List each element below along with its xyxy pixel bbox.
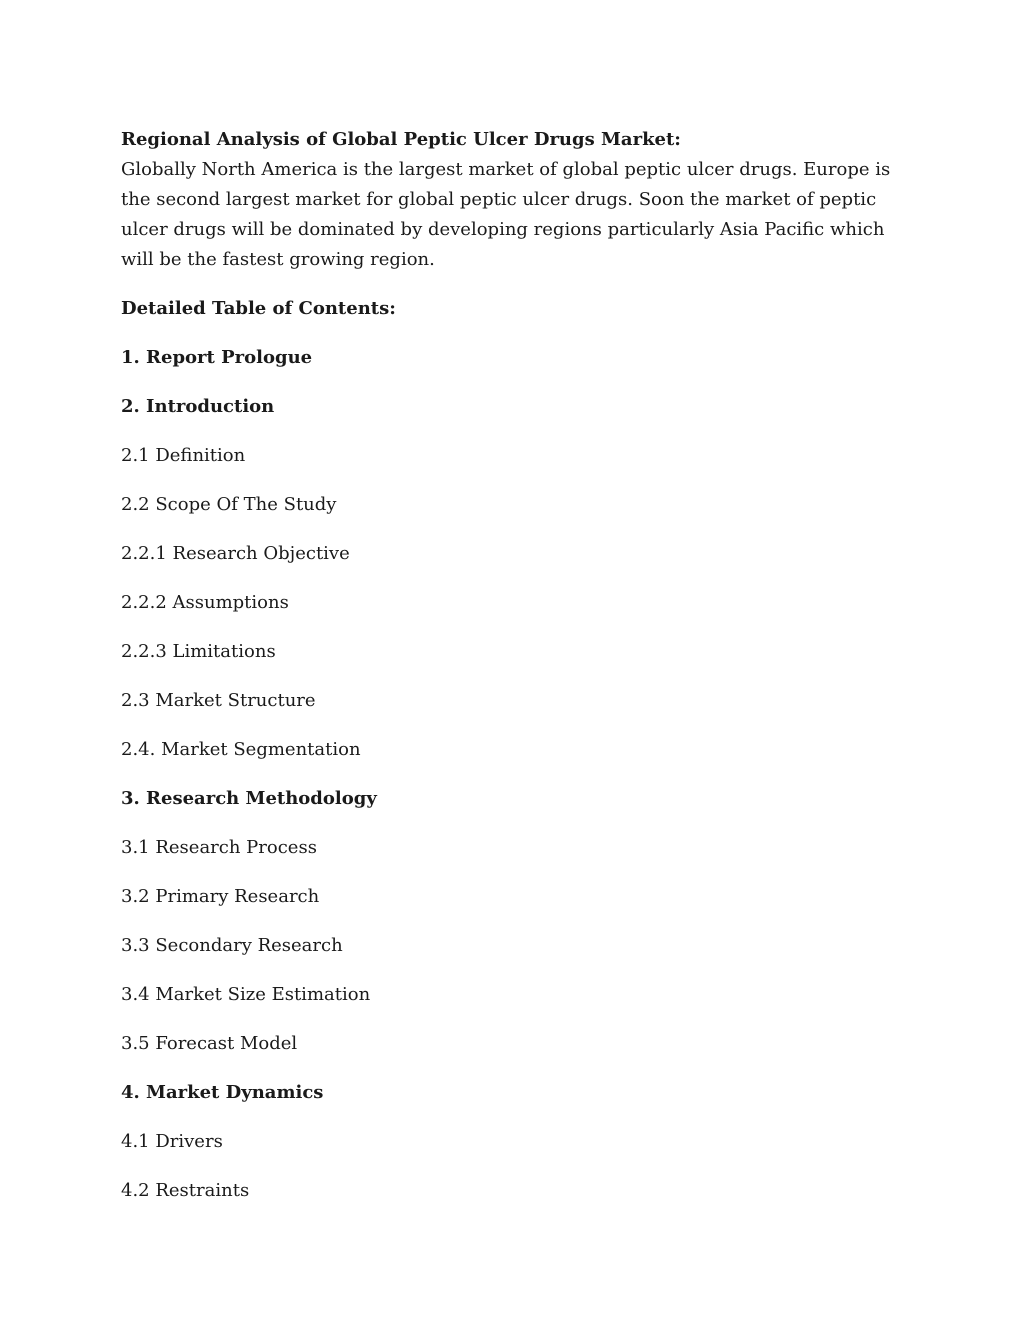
regional-analysis-heading: Regional Analysis of Global Peptic Ulcer Drugs Market:: [121, 129, 681, 150]
toc-item: 2. Introduction: [121, 396, 275, 417]
toc-item: 3.3 Secondary Research: [121, 935, 343, 956]
toc-item: 3.5 Forecast Model: [121, 1033, 298, 1054]
toc-item: 2.2.1 Research Objective: [121, 543, 350, 564]
toc-item: 3.4 Market Size Estimation: [121, 984, 371, 1005]
toc-item: 3.2 Primary Research: [121, 886, 320, 907]
toc-item: 2.1 Definition: [121, 445, 246, 466]
toc-item: 1. Report Prologue: [121, 347, 313, 368]
toc-item: 2.3 Market Structure: [121, 690, 316, 711]
toc-item: 4. Market Dynamics: [121, 1082, 324, 1103]
toc-item: 3.1 Research Process: [121, 837, 317, 858]
toc-heading: Detailed Table of Contents:: [121, 298, 396, 319]
toc-item: 4.2 Restraints: [121, 1180, 250, 1201]
toc-item: 3. Research Methodology: [121, 788, 377, 809]
toc-item: 2.2.2 Assumptions: [121, 592, 289, 613]
toc-item: 2.2 Scope Of The Study: [121, 494, 337, 515]
document-page: [121, 125, 901, 1206]
toc-item: 2.2.3 Limitations: [121, 641, 276, 662]
regional-analysis-paragraph: Globally North America is the largest market of global peptic ulcer drugs. Europe is the second largest market for global peptic ulcer drugs. Soon the market of peptic ulcer drugs will be dominated by developing regions particularly Asia Pacific which will be the fastest growing region.: [121, 159, 891, 270]
toc-list: [121, 343, 901, 1206]
toc-item: 2.4. Market Segmentation: [121, 739, 361, 760]
toc-item: 4.1 Drivers: [121, 1131, 223, 1152]
